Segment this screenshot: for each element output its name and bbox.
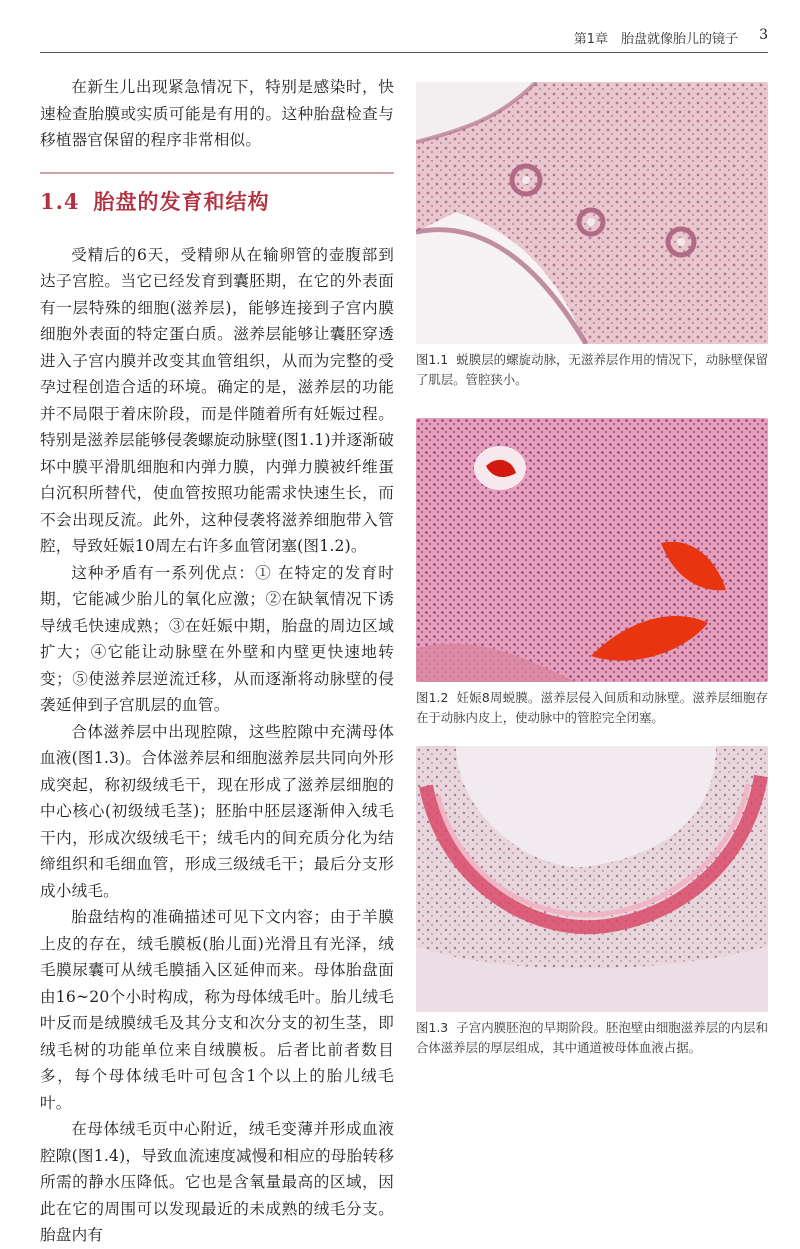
section-divider (40, 172, 394, 174)
body-paragraph: 受精后的6天，受精卵从在输卵管的壶腹部到达子宫腔。当它已经发育到囊胚期，在它的外表面有一层特殊的细胞(滋养层)，能够连接到子宫内膜细胞外表面的特定蛋白质。滋养层能够让囊胚穿透进入子宫内膜并改变其血管组织，从而为完整的受孕过程创造合适的环境。确定的是，滋养层的功能并不局限于着床阶段，而是伴随着所有妊娠过程。特别是滋养层能够侵袭螺旋动脉壁(图1.1)并逐渐破坏中膜平滑肌细胞和内弹力膜，内弹力膜被纤维蛋白沉积所替代，使血管按照功能需求快速生长，而不会出现反流。此外，这种侵袭将滋养细胞带入管腔，导致妊娠10周左右许多血管闭塞(图1.2)。 (40, 245, 394, 555)
figure-label: 图1.3 (416, 1020, 449, 1035)
figure-label: 图1.2 (416, 690, 449, 705)
page-number: 3 (759, 27, 768, 43)
micrograph-blastocyst (416, 746, 768, 1012)
main-text-column (40, 74, 394, 1249)
page-header (40, 24, 768, 53)
figure-1-1 (416, 82, 768, 390)
body-paragraph: 胎盘结构的准确描述可见下文内容；由于羊膜上皮的存在，绒毛膜板(胎儿面)光滑且有光泽，绒毛膜尿囊可从绒毛膜插入区延伸而来。母体胎盘面由16~20个小时构成，称为母体绒毛叶。胎儿绒毛叶反而是绒膜绒毛及其分支和次分支的初生茎，即绒毛树的功能单位来自绒膜板。后者比前者数目多，每个母体绒毛叶可包含1个以上的胎儿绒毛叶。 (40, 908, 394, 1112)
micrograph-spiral-artery (416, 82, 768, 344)
caption-text: 蜕膜层的螺旋动脉，无滋养层作用的情况下，动脉壁保留了肌层。管腔狭小。 (416, 352, 768, 387)
chapter-title: 第1章 胎盘就像胎儿的镜子 (573, 32, 738, 47)
caption-text: 妊娠8周蜕膜。滋养层侵入间质和动脉壁。滋养层细胞存在于动脉内皮上，使动脉中的管腔完全闭塞。 (416, 690, 768, 725)
figure-caption (416, 688, 768, 728)
figure-1-2 (416, 418, 768, 728)
micrograph-decidua-8-weeks (416, 418, 768, 682)
figure-label: 图1.1 (416, 352, 449, 367)
caption-text: 子宫内膜胚泡的早期阶段。胚泡壁由细胞滋养层的内层和合体滋养层的厚层组成，其中通道被母体血液占据。 (416, 1020, 768, 1055)
figure-caption (416, 1018, 768, 1058)
figure-1-3 (416, 746, 768, 1058)
body-paragraph: 合体滋养层中出现腔隙，这些腔隙中充满母体血液(图1.3)。合体滋养层和细胞滋养层共同向外形成突起，称初级绒毛干，现在形成了滋养层细胞的中心核心(初级绒毛茎)；胚胎中胚层逐渐伸入绒毛干内，形成次级绒毛干；绒毛内的间充质分化为结缔组织和毛细血管，形成三级绒毛干；最后分支形成小绒毛。 (40, 722, 394, 900)
body-paragraph: 在母体绒毛页中心附近，绒毛变薄并形成血液腔隙(图1.4)，导致血流速度减慢和相应的母胎转移所需的静水压降低。它也是含氧量最高的区域，因此在它的周围可以发现最近的未成熟的绒毛分支。胎盘内有 (40, 1120, 394, 1244)
section-title: 胎盘的发育和结构 (93, 189, 270, 214)
figure-caption (416, 350, 768, 390)
body-paragraph: 这种矛盾有一系列优点：① 在特定的发育时期，它能减少胎儿的氧化应激；②在缺氧情况下诱导绒毛快速成熟；③在妊娠中期，胎盘的周边区域扩大；④它能让动脉壁在外壁和内壁更快速地转变；⑤使滋养层逆流迁移，从而逐渐将动脉壁的侵袭延伸到子宫肌层的血管。 (40, 563, 394, 714)
section-number: 1.4 (40, 188, 80, 214)
intro-paragraph: 在新生儿出现紧急情况下，特别是感染时，快速检查胎膜或实质可能是有用的。这种胎盘检查与移植器官保留的程序非常相似。 (40, 78, 394, 149)
section-heading (40, 186, 394, 216)
